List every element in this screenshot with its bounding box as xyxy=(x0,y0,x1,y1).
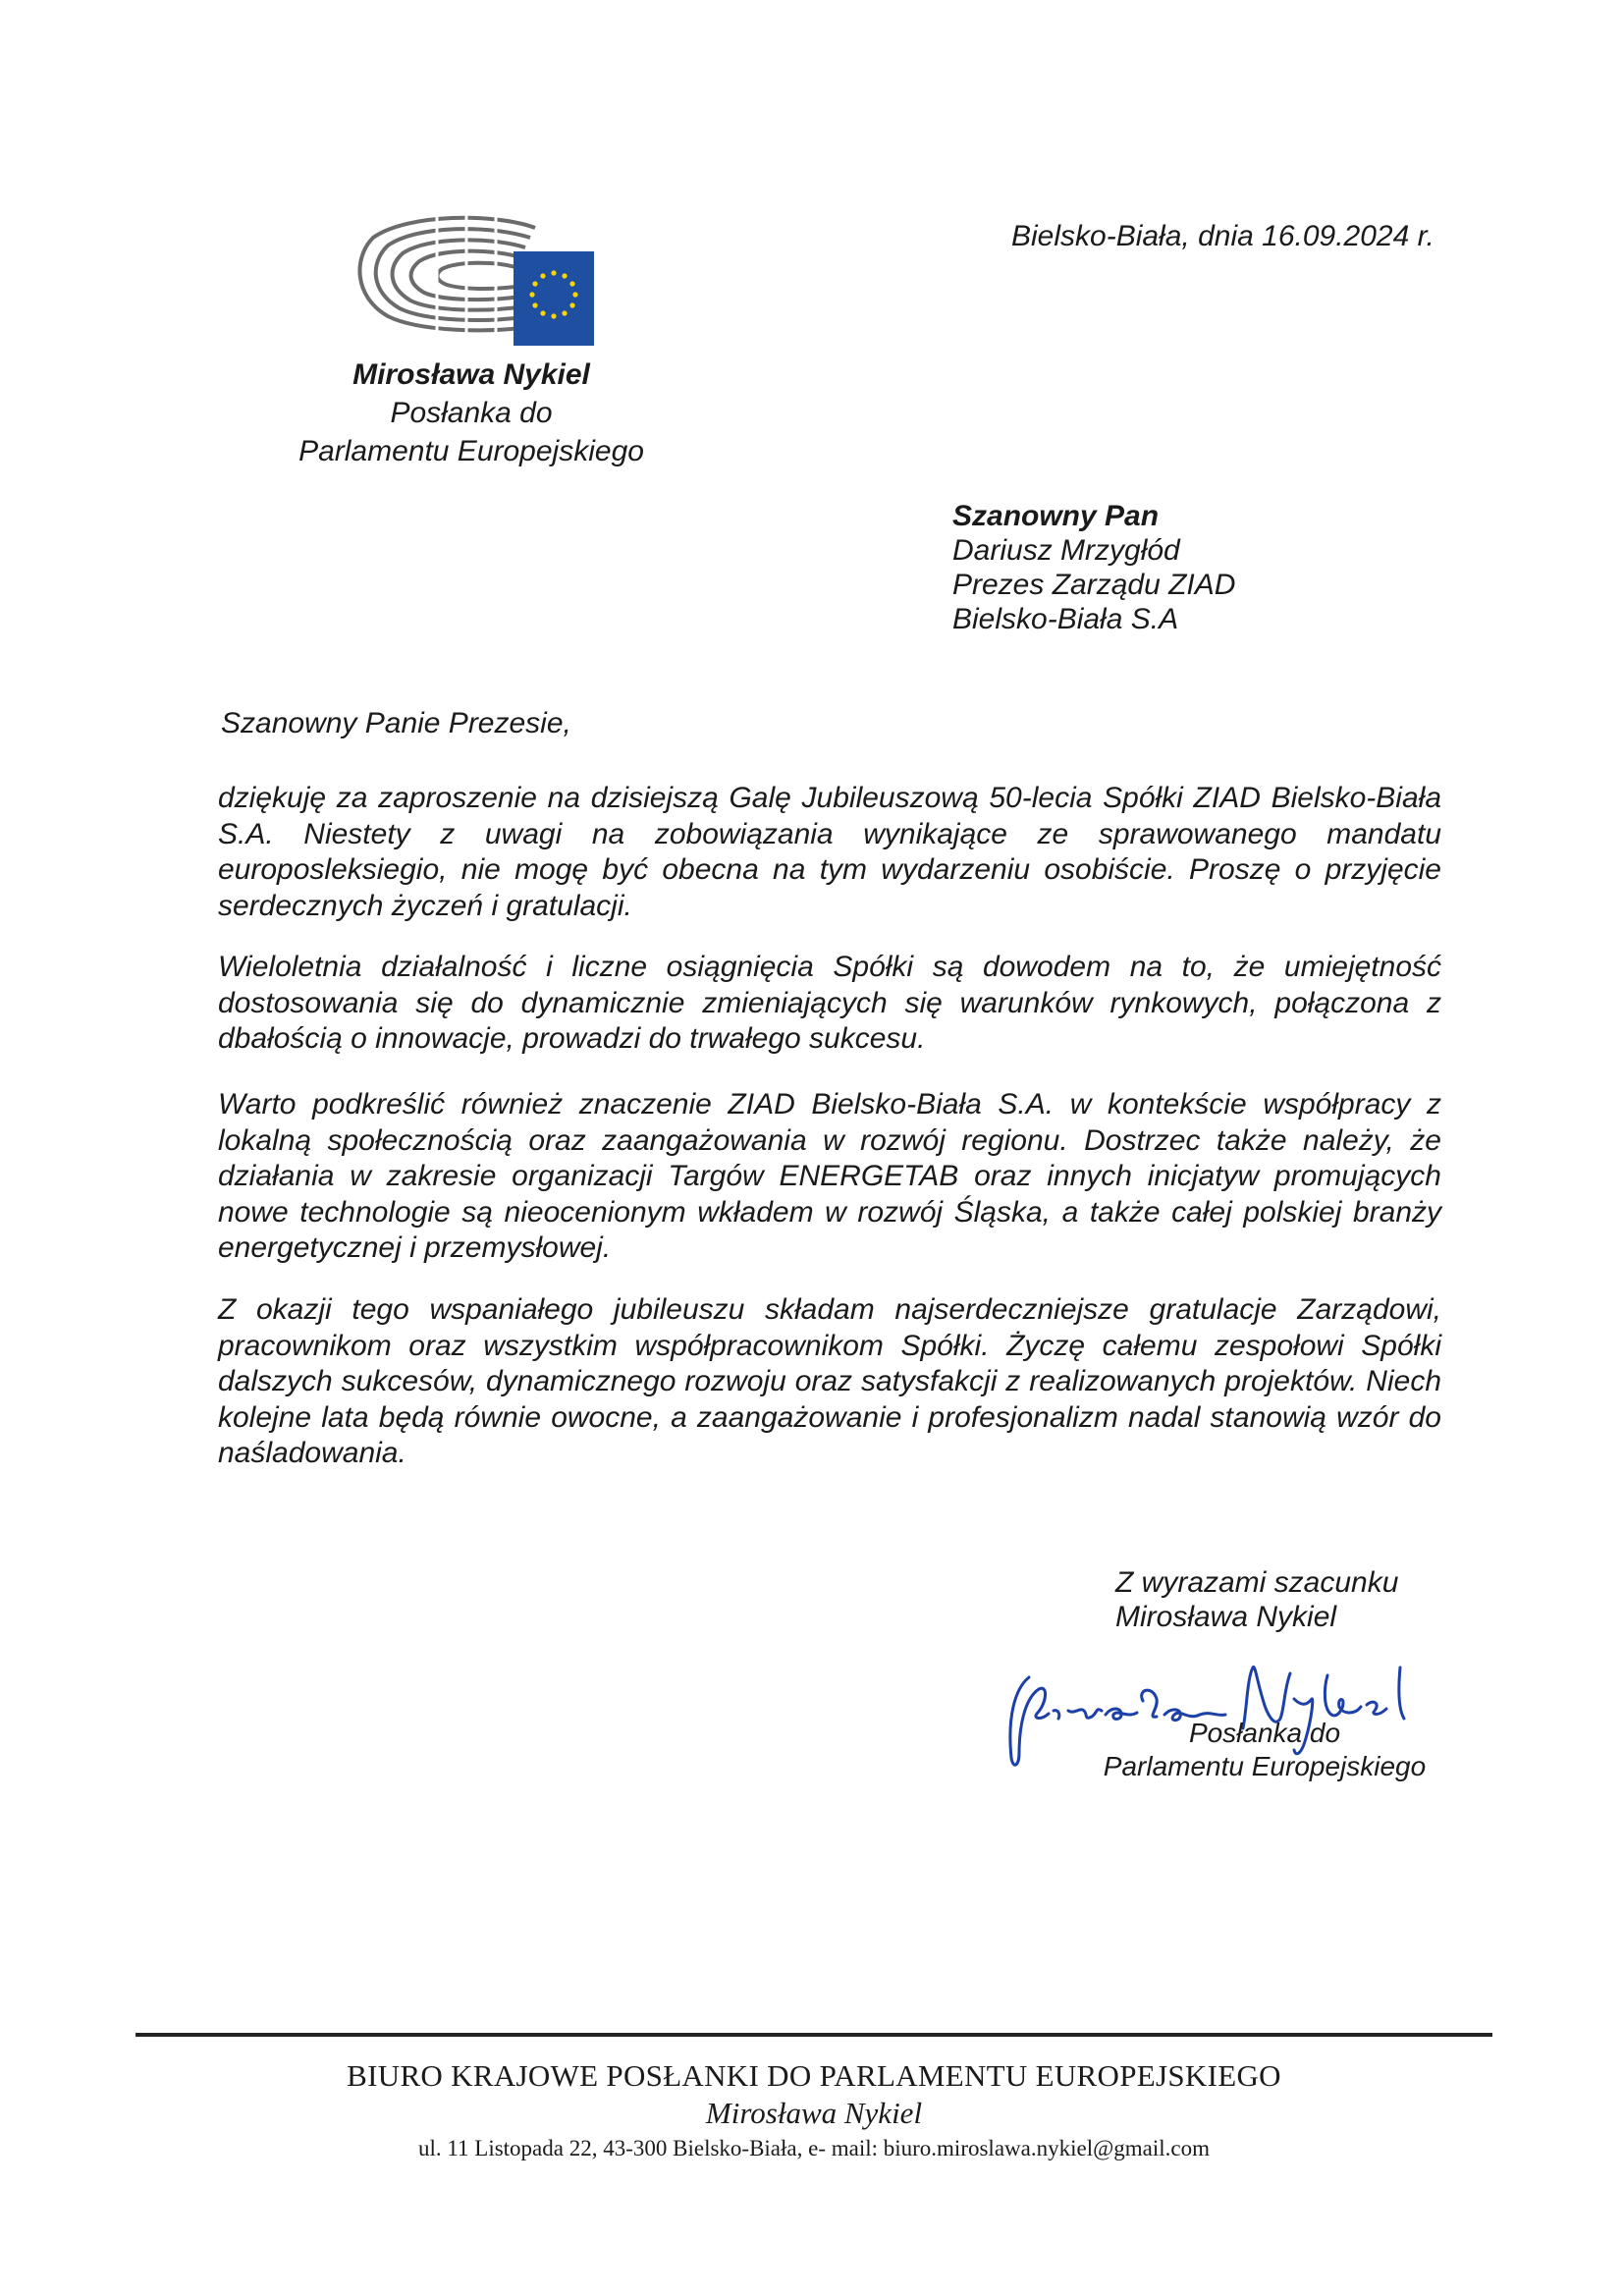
sender-block xyxy=(275,355,668,470)
recipient-block xyxy=(952,499,1235,636)
sender-title-line2: Parlamentu Europejskiego xyxy=(298,435,644,467)
body-paragraph: Warto podkreślić również znaczenie ZIAD Bielsko-Biała S.A. w kontekście współpracy z lokalną społecznością oraz zaangażowania w rozwój regionu. Dostrzec także należy, że działania w zakresie organizacji Targów ENERGETAB oraz innych inicjatyw promujących nowe technologie są nieocenionym wkładem w rozwój Śląska, a także całej polskiej branży energetycznej i przemysłowej. xyxy=(218,1088,1441,1264)
recipient-greeting: Szanowny Pan xyxy=(952,500,1160,532)
footer xyxy=(135,2057,1492,2165)
closing-name: Mirosława Nykiel xyxy=(1115,1601,1337,1633)
letter-date: Bielsko-Biała, dnia 16.09.2024 r. xyxy=(1011,220,1434,252)
footer-divider xyxy=(135,2033,1492,2037)
footer-name: Mirosława Nykiel xyxy=(705,2096,923,2130)
signature-title-line2: Parlamentu Europejskiego xyxy=(1103,1751,1427,1781)
body-paragraph: Wieloletnia działalność i liczne osiągnięcia Spółki są dowodem na to, że umiejętność dostosowania się do dynamicznie zmieniających się warunków rynkowych, połączona z dbałością o innowacje, prowadzi do trwałego sukcesu. xyxy=(218,951,1441,1055)
european-parliament-logo-icon xyxy=(349,208,594,346)
closing-block xyxy=(1115,1565,1398,1634)
footer-address: ul. 11 Listopada 22, 43-300 Bielsko-Biała, e- mail: biuro.miroslawa.nykiel@gmail.com xyxy=(417,2136,1210,2160)
signature-title xyxy=(1098,1717,1432,1783)
salutation: Szanowny Panie Prezesie, xyxy=(221,707,571,739)
sender-title-line1: Posłanka do xyxy=(390,397,553,429)
signature-title-line1: Posłanka do xyxy=(1188,1718,1341,1748)
sender-name: Mirosława Nykiel xyxy=(352,358,590,391)
recipient-name: Dariusz Mrzygłód xyxy=(952,534,1180,567)
recipient-title: Prezes Zarządu ZIAD xyxy=(952,569,1236,601)
closing-line: Z wyrazami szacunku xyxy=(1115,1566,1399,1599)
body-paragraph: dziękuję za zaproszenie na dzisiejszą Galę Jubileuszową 50-lecia Spółki ZIAD Bielsko-Biała S.A. Niestety z uwagi na zobowiązania wynikające ze sprawowanego mandatu europosleksiegio, nie mogę być obecna na tym wydarzeniu osobiście. Proszę o przyjęcie serdecznych życzeń i gratulacji. xyxy=(218,782,1441,922)
body-paragraph: Z okazji tego wspaniałego jubileuszu składam najserdeczniejsze gratulacje Zarządowi, pracownikom oraz wszystkim współpracownikom Spółki. Życzę całemu zespołowi Spółki dalszych sukcesów, dynamicznego rozwoju oraz satysfakcji z realizowanych projektów. Niech kolejne lata będą równie owocne, a zaangażowanie i profesjonalizm nadal stanowią wzór do naśladowania. xyxy=(218,1293,1441,1469)
footer-office: BIURO KRAJOWE POSŁANKI DO PARLAMENTU EUROPEJSKIEGO xyxy=(347,2058,1281,2093)
recipient-company: Bielsko-Biała S.A xyxy=(952,603,1179,635)
